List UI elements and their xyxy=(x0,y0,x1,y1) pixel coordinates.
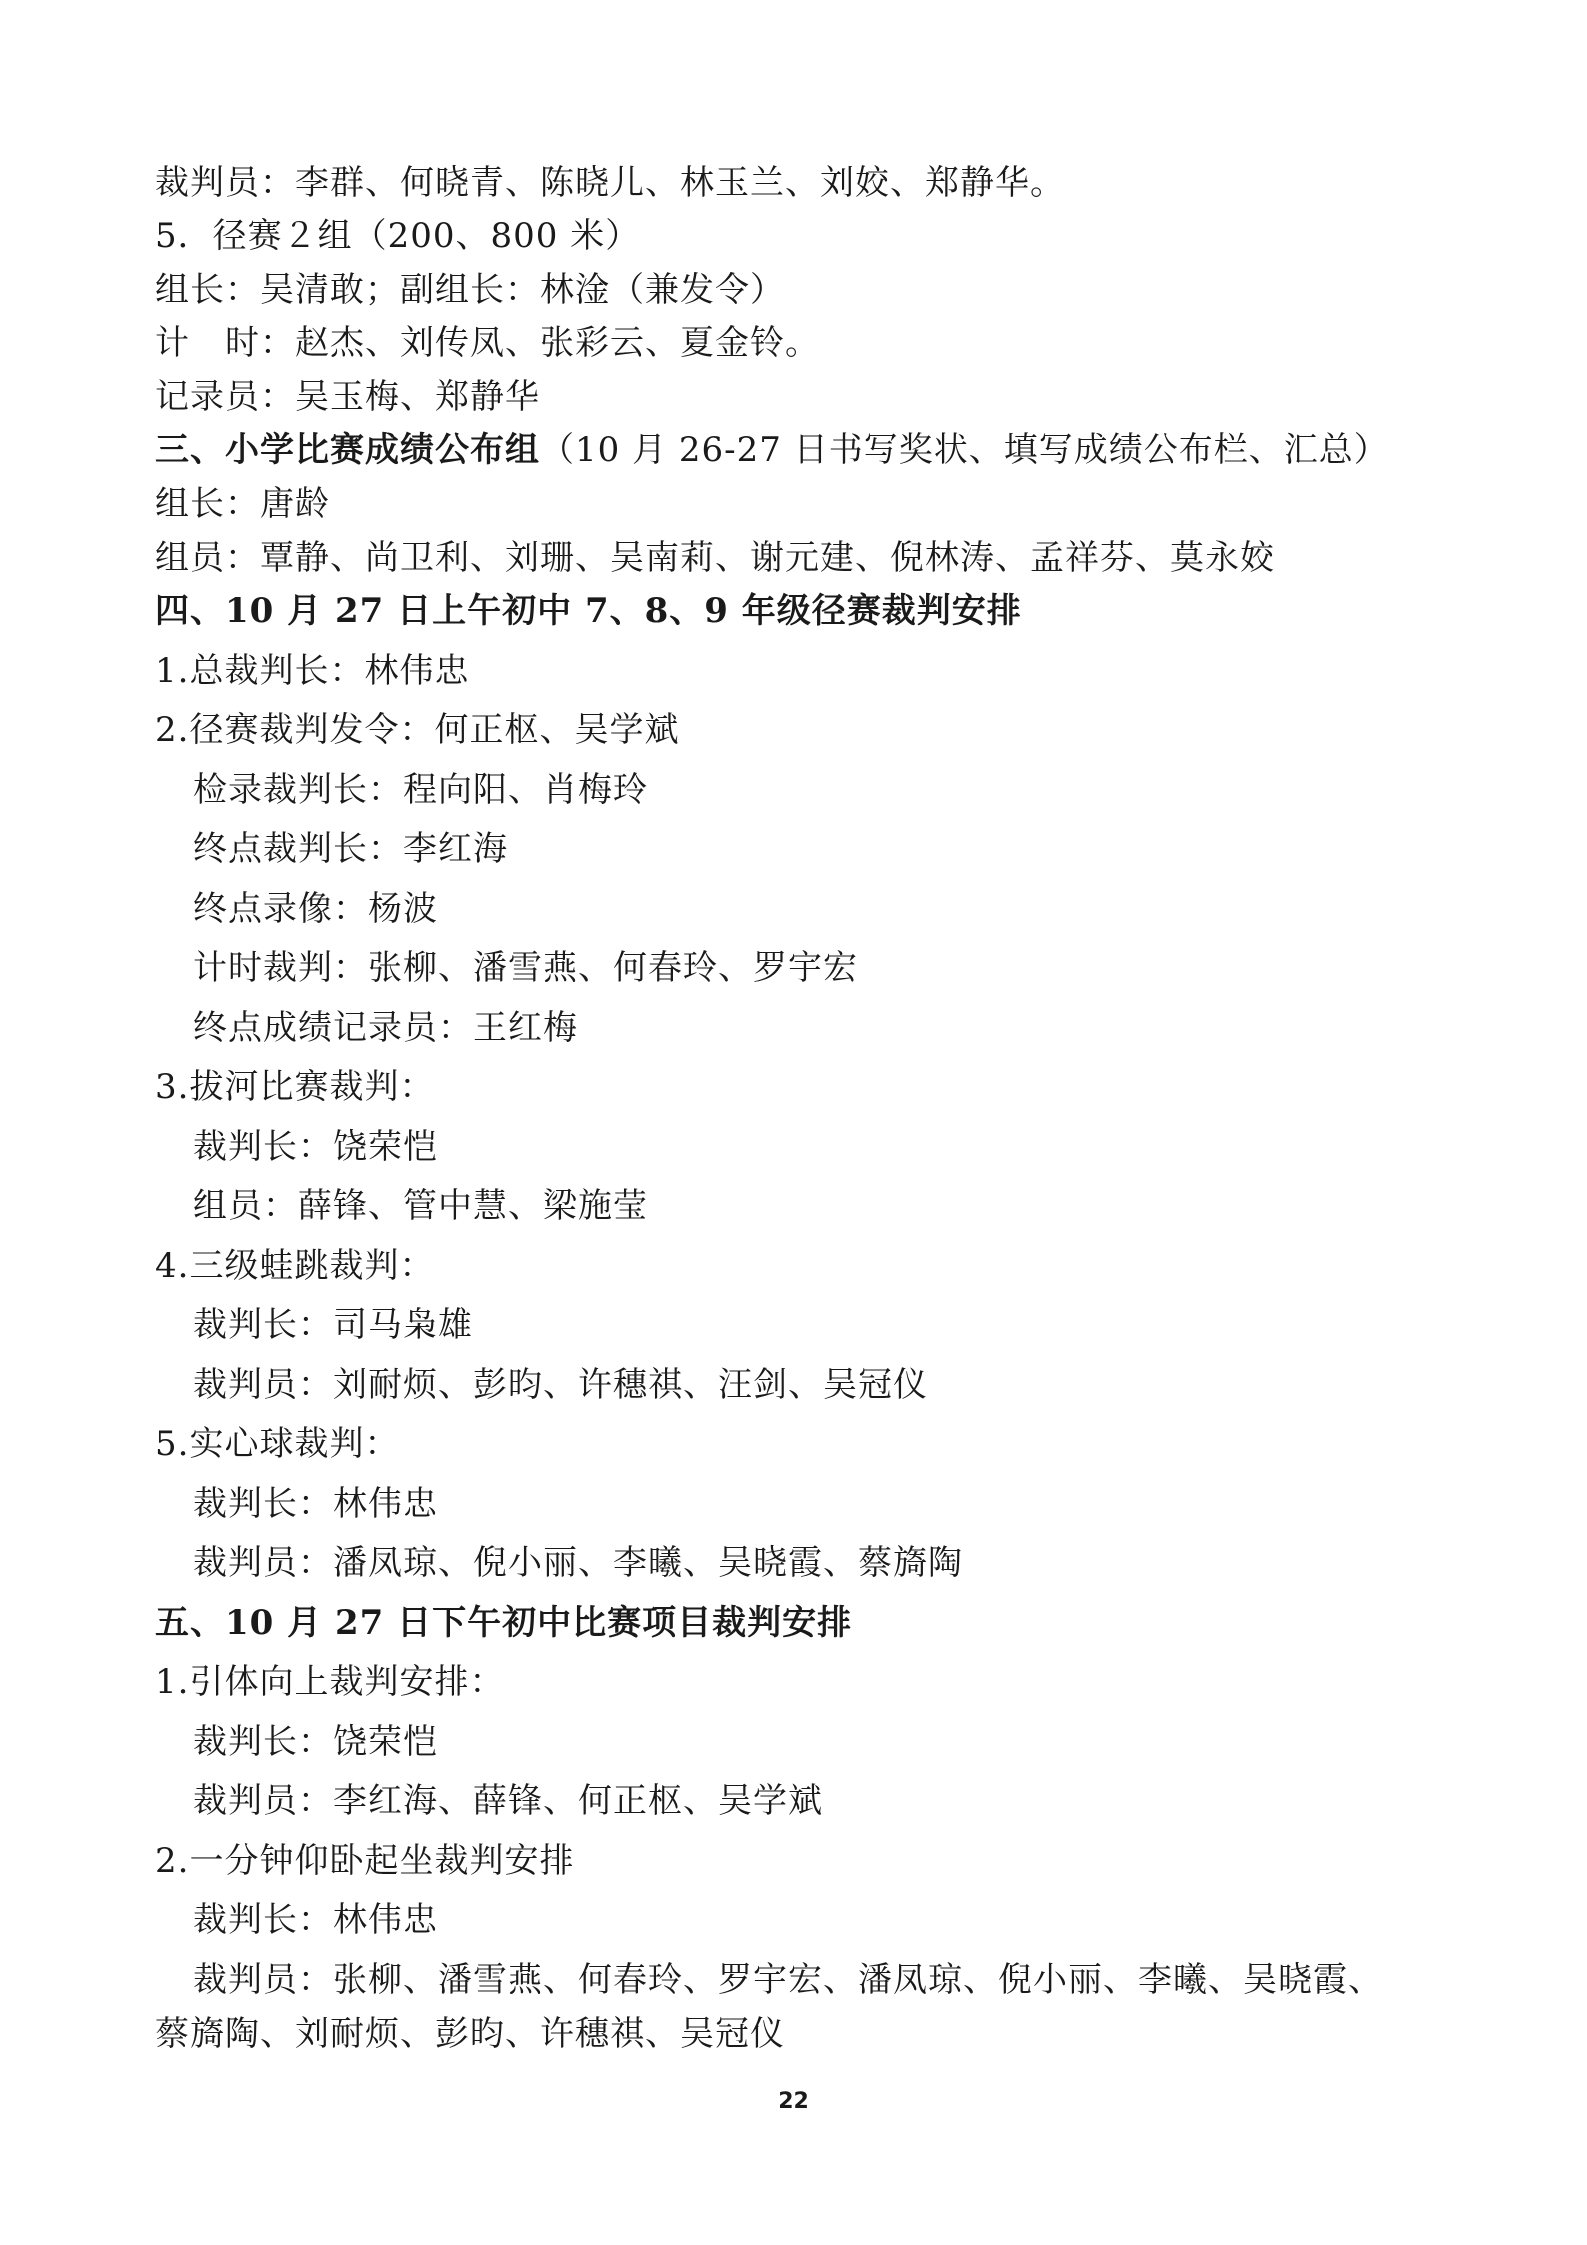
text-line-ball-referees: 裁判员：潘凤琼、倪小丽、李曦、吴晓霞、蔡旖陶 xyxy=(193,1543,963,1583)
text-line-checkin-chief: 检录裁判长：程向阳、肖梅玲 xyxy=(193,770,648,810)
text-line-pull-up-chief: 裁判长：饶荣恺 xyxy=(193,1722,438,1762)
section-heading-5: 五、10 月 27 日下午初中比赛项目裁判安排 xyxy=(155,1603,853,1643)
section-heading-4: 四、10 月 27 日上午初中 7、8、9 年级径赛裁判安排 xyxy=(155,591,1022,631)
text-line-finish-chief: 终点裁判长：李红海 xyxy=(193,829,508,869)
text-line-results-members: 组员：覃静、尚卫利、刘珊、吴南莉、谢元建、倪林涛、孟祥芬、莫永姣 xyxy=(155,538,1275,578)
text-line-timing-referees: 计时裁判：张柳、潘雪燕、何春玲、罗宇宏 xyxy=(193,948,858,988)
text-line-frog-referees: 裁判员：刘耐烦、彭昀、许穗祺、汪剑、吴冠仪 xyxy=(193,1365,928,1405)
section-heading-3-line xyxy=(155,430,1389,470)
text-line-recorders: 记录员：吴玉梅、郑静华 xyxy=(155,377,540,417)
text-line-sit-up-chief: 裁判长：林伟忠 xyxy=(193,1900,438,1940)
text-line-sit-up: 2.一分钟仰卧起坐裁判安排 xyxy=(155,1841,575,1881)
text-line-pull-up-referees: 裁判员：李红海、薛锋、何正枢、吴学斌 xyxy=(193,1781,823,1821)
text-line-timers: 计 时：赵杰、刘传凤、张彩云、夏金铃。 xyxy=(155,323,820,363)
text-line-pull-up: 1.引体向上裁判安排： xyxy=(155,1662,505,1702)
text-line-medicine-ball: 5.实心球裁判： xyxy=(155,1424,400,1464)
text-line-ball-chief: 裁判长：林伟忠 xyxy=(193,1484,438,1524)
text-line-frog-jump: 4.三级蛙跳裁判： xyxy=(155,1246,435,1286)
text-line-tug-members: 组员：薛锋、管中慧、梁施莹 xyxy=(193,1186,648,1226)
text-line-sit-up-referees: 裁判员：张柳、潘雪燕、何春玲、罗宇宏、潘凤琼、倪小丽、李曦、吴晓霞、 xyxy=(193,1960,1383,2000)
section-heading-3: 三、小学比赛成绩公布组 xyxy=(155,430,540,470)
text-line-finish-video: 终点录像：杨波 xyxy=(193,889,438,929)
text-line-referees-group: 裁判员：李群、何晓青、陈晓儿、林玉兰、刘姣、郑静华。 xyxy=(155,163,1065,203)
text-line-finish-recorder: 终点成绩记录员：王红梅 xyxy=(193,1008,578,1048)
text-line-tug-of-war: 3.拔河比赛裁判： xyxy=(155,1067,435,1107)
text-line-group-leader: 组长：吴清敢；副组长：林淦（兼发令） xyxy=(155,270,785,310)
text-line-starters: 2.径赛裁判发令：何正枢、吴学斌 xyxy=(155,710,680,750)
text-line-frog-chief: 裁判长：司马枭雄 xyxy=(193,1305,473,1345)
page-number: 22 xyxy=(778,2089,809,2114)
text-line-chief-referee: 1.总裁判长：林伟忠 xyxy=(155,651,470,691)
section-heading-3-note: （10 月 26-27 日书写奖状、填写成绩公布栏、汇总） xyxy=(540,430,1389,470)
text-line-track-group-2: 5．径赛２组（200、800 米） xyxy=(155,216,641,256)
text-line-sit-up-referees-cont: 蔡旖陶、刘耐烦、彭昀、许穗祺、吴冠仪 xyxy=(155,2014,785,2054)
text-line-results-leader: 组长：唐龄 xyxy=(155,484,330,524)
text-line-tug-chief: 裁判长：饶荣恺 xyxy=(193,1127,438,1167)
